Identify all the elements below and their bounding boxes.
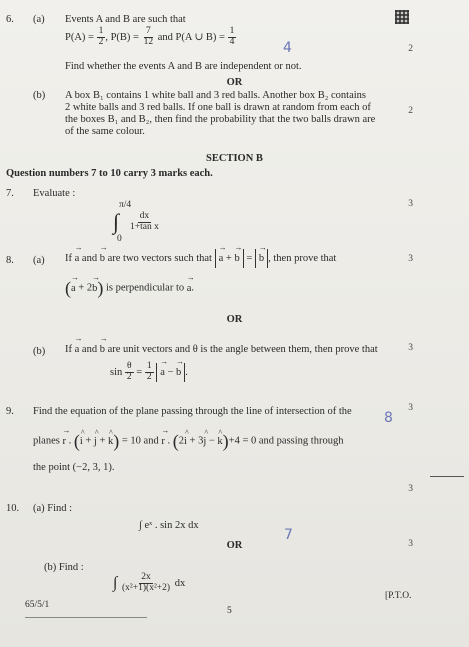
fraction-half: $\frac{1}{2}$ — [98, 26, 104, 47]
handwritten-mark-q9: 8 — [384, 410, 393, 426]
paper-code: 65/5/1 — [25, 600, 50, 610]
q6-a-probabilities: P(A) = $\frac{1}{2}$ , P(B) = $\frac{7}{12}$ and P(A ∪ B) = $\frac{1}{4}$ — [65, 26, 235, 47]
fraction-quarter: $\frac{1}{4}$ — [229, 26, 235, 47]
q6-a-label: (a) — [33, 14, 45, 25]
fraction-7-12: $\frac{7}{12}$ — [143, 26, 154, 47]
q9-line3: the point (−2, 3, 1). — [33, 462, 115, 473]
q6-b-line2: 2 white balls and 3 red balls. If one ball is drawn at random from each of — [65, 102, 371, 113]
q6-b-line4: of the same colour. — [65, 126, 145, 137]
q8-b-equation: sin $\frac{\theta}{2}$ = $\frac{1}{2}$ → a − → b . — [110, 362, 188, 383]
q6-or: OR — [226, 77, 243, 88]
q8-b-line1: If → a and → b are unit vectors and θ is the angle between them, then prove that — [65, 343, 378, 356]
q9-marks: 3 — [408, 403, 413, 413]
q10-b-integral: ∫ $\frac{2x}{\text{(x²+1)(x²+2)}}$ dx — [113, 572, 186, 593]
q10-or: OR — [226, 540, 243, 551]
q8-a-label: (a) — [33, 255, 45, 266]
q10-marks: 3 — [408, 539, 413, 549]
q10-a-text: (a) Find : — [33, 503, 73, 514]
qr-code-icon — [395, 10, 409, 24]
handwritten-mark-q10: 7 — [284, 527, 293, 543]
q7-number: 7. — [6, 188, 14, 199]
q9-line2: planes → r . (^ i + ^ j + ^ k) = 10 and → r . (2^ i + 3^ j − ^ k)+4 = 0 and passing through — [33, 430, 343, 453]
q7-lower-limit: 0 — [117, 234, 122, 244]
q6-a-marks: 2 — [408, 44, 413, 54]
handwritten-mark-q6: 4 — [283, 40, 292, 56]
q6-number: 6. — [6, 14, 14, 25]
q10-number: 10. — [6, 503, 20, 514]
q6-b-line1: A box B₁ contains 1 white ball and 3 red balls. Another box B₂ contains — [65, 90, 366, 101]
q8-or: OR — [226, 314, 243, 325]
q9-line1: Find the equation of the plane passing through the line of intersection of the — [33, 406, 352, 417]
divider-line — [430, 476, 464, 477]
q7-integrand: $\frac{dx}{\text{1+tan x}}$ — [130, 211, 159, 232]
q6-a-intro: Events A and B are such that — [65, 14, 186, 25]
q6-a-question: Find whether the events A and B are independent or not. — [65, 61, 302, 72]
q9-number: 9. — [6, 406, 14, 417]
section-b-title: SECTION B — [206, 153, 263, 164]
integral-sign: ∫ — [113, 209, 120, 234]
q7-upper-limit: π/4 — [119, 200, 132, 210]
footer-underline — [25, 617, 147, 618]
q6-b-line3: the boxes B₁ and B₂, then find the probability that the two balls drawn are — [65, 114, 376, 125]
q8-number: 8. — [6, 255, 14, 266]
q8-b-label: (b) — [33, 346, 46, 357]
q8-a-line1: If → a and → b are two vectors such that → a + → b = → b , then prove that — [65, 252, 336, 265]
q10-marks-top: 3 — [408, 484, 413, 494]
q10-a-integral: ∫ eˣ . sin 2x dx — [139, 520, 199, 531]
pto-label: [P.T.O. — [385, 591, 412, 601]
section-b-subtitle: Question numbers 7 to 10 carry 3 marks each. — [6, 168, 213, 179]
q10-b-text: (b) Find : — [44, 562, 84, 573]
q8-a-marks: 3 — [408, 254, 413, 264]
q6-b-marks: 2 — [408, 106, 413, 116]
q6-b-label: (b) — [33, 90, 46, 101]
page-number: 5 — [227, 606, 232, 616]
q7-text: Evaluate : — [33, 188, 76, 199]
q8-b-marks: 3 — [408, 343, 413, 353]
q8-a-line2: (→ a + 2→ b) is perpendicular to → a. — [65, 277, 194, 300]
q7-marks: 3 — [408, 199, 413, 209]
